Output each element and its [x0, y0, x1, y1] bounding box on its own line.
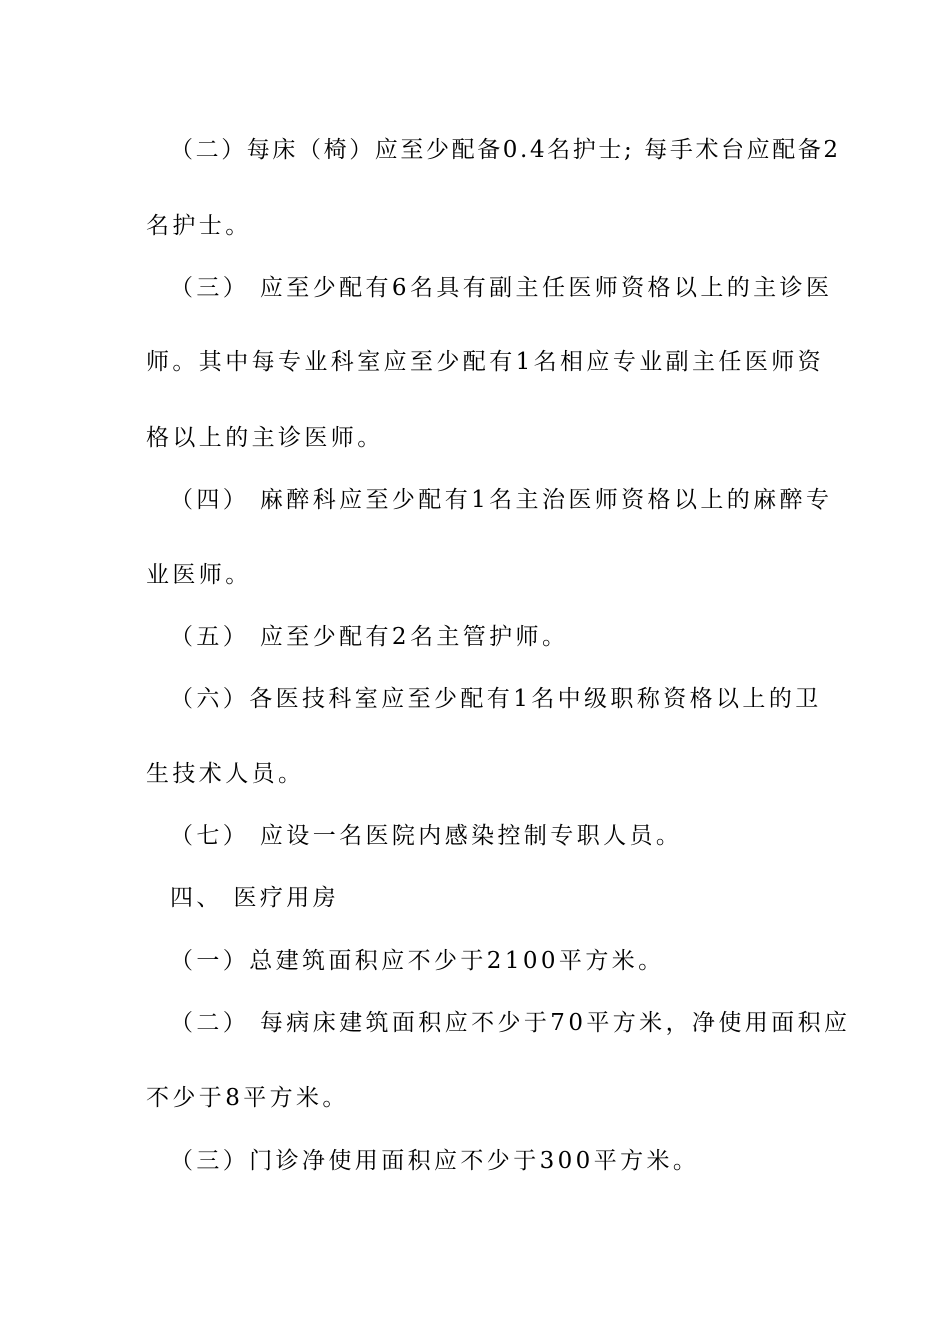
- section-heading: 四、 医疗用房: [170, 885, 340, 911]
- paragraph-line: （三） 应至少配有6名具有副主任医师资格以上的主诊医: [170, 275, 833, 301]
- paragraph-line: （二）每床（椅）应至少配备0.4名护士; 每手术台应配备2: [170, 137, 841, 163]
- paragraph-line: 不少于8平方米。: [146, 1085, 349, 1111]
- paragraph-line: 业医师。: [146, 562, 252, 588]
- paragraph-line: （五） 应至少配有2名主管护师。: [170, 624, 569, 650]
- paragraph-line: （四） 麻醉科应至少配有1名主治医师资格以上的麻醉专: [170, 487, 833, 513]
- paragraph-line: （二） 每病床建筑面积应不少于70平方米，净使用面积应: [170, 1010, 851, 1036]
- paragraph-line: （三）门诊净使用面积应不少于300平方米。: [170, 1148, 700, 1174]
- paragraph-line: 名护士。: [146, 213, 252, 239]
- paragraph-line: （一）总建筑面积应不少于2100平方米。: [170, 948, 665, 974]
- paragraph-line: 格以上的主诊医师。: [146, 425, 384, 451]
- paragraph-line: （七） 应设一名医院内感染控制专职人员。: [170, 823, 683, 849]
- paragraph-line: （六）各医技科室应至少配有1名中级职称资格以上的卫: [170, 686, 822, 712]
- paragraph-line: 师。其中每专业科室应至少配有1名相应专业副主任医师资: [146, 349, 825, 375]
- paragraph-line: 生技术人员。: [146, 761, 305, 787]
